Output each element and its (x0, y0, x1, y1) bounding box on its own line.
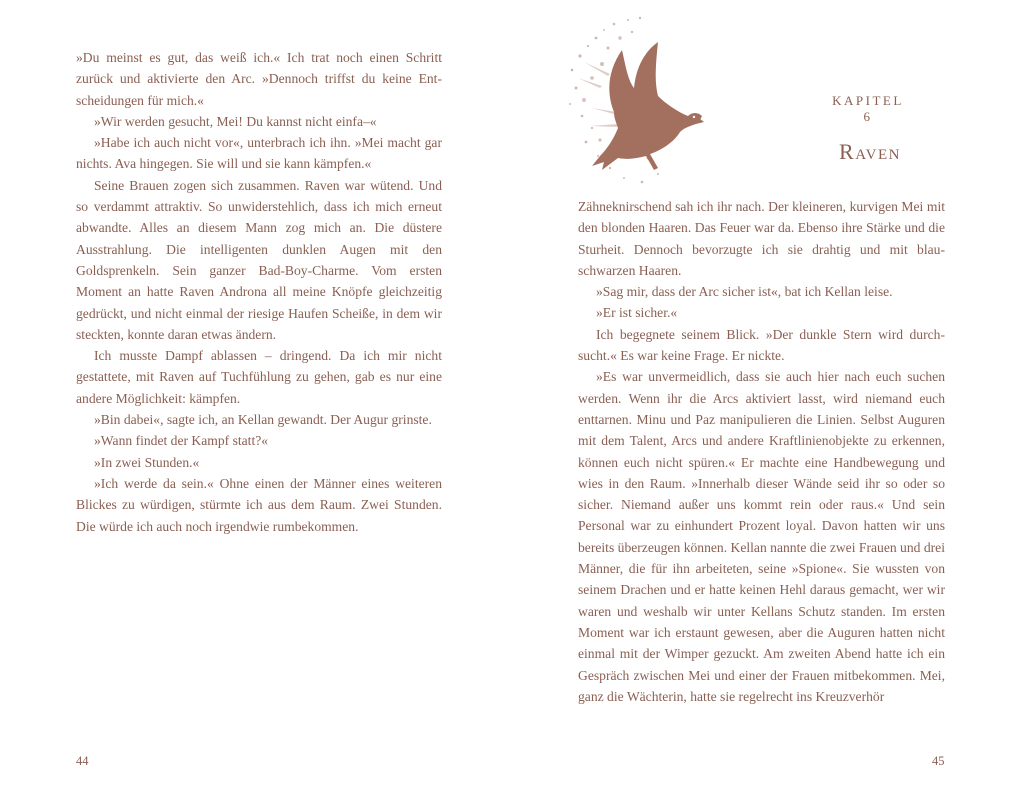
paragraph: »In zwei Stunden.« (94, 454, 200, 470)
paragraph: Ich musste Dampf ablassen – dringend. Da ich mir nicht gestattete, mit Raven auf Tuchfühlung zu gehen, gab es nur eine andere Möglichkeit: kämpfen. (76, 348, 442, 406)
page-number-right: 45 (932, 754, 945, 768)
paragraph: »Sag mir, dass der Arc sicher ist«, bat ich Kellan leise. (596, 284, 893, 300)
paragraph: »Wann findet der Kampf statt?« (94, 433, 269, 449)
paragraph: »Wir werden gesucht, Mei! Du kannst nicht einfa–« (94, 113, 377, 129)
chapter-heading (510, 0, 1020, 190)
paragraph: »Du meinst es gut, das weiß ich.« Ich trat noch einen Schritt zurück und aktivierte den Arc. »Dennoch triffst du keine Entscheidungen für mich.« (76, 50, 442, 108)
paragraph: »Er ist sicher.« (596, 305, 678, 321)
paragraph: »Habe ich auch nicht vor«, unterbrach ich ihn. »Mei macht gar nichts. Ava hingegen. Sie will und sie kann kämpfen.« (76, 135, 442, 172)
chapter-label: KAPITEL 6 (832, 93, 904, 124)
chapter-title: Raven (839, 139, 901, 164)
raven-splatter-icon (562, 8, 722, 190)
paragraph: Seine Brauen zogen sich zusammen. Raven war wütend. Und so verdammt attraktiv. So unwiderstehlich, dass ich mich erneut abwandte. Alles an diesem Mann zog mich an. Die düstere Ausstrahlung. Die intelligenten dunklen Augen mit den Goldsprenkeln. Sein ganzer Bad-Boy-Charme. Vom ersten Moment an hatte Raven Androna all meine Knöpfe gleichzeitig gedrückt, und nicht einmal der riesige Haufen Scheiße, in dem wir steckten, konnte daran etwas ändern. (76, 177, 442, 342)
paragraph: »Ich werde da sein.« Ohne einen der Männer eines weiteren Blickes zu würdigen, stürmte ich aus dem Raum. Zwei Stunden. Die würde ich auch noch irgendwie rumbekommen. (76, 475, 442, 534)
paragraph: »Es war unvermeidlich, dass sie auch hier nach euch suchen werden. Wenn ihr die Arcs aktiviert lasst, wird niemand euch enttarnen. Minu und Paz manipulieren die Linien. Selbst Auguren mit dem Talent, Arcs und andere Kraftlinienobjekte zu erkennen, können euch nicht spüren.« Er machte eine Handbewegung und wies in den Raum. »Innerhalb dieser Wände seid ihr so oder so sicher. Niemand außer uns kommt rein oder raus.« Und sein Personal war zu einhundert Prozent loyal. Davon hatten wir uns bereits überzeugen können. Kellan nannte die zwei Frauen und drei Männer, die für ihn arbeiteten, seine »Spione«. Sie wussten von seinem Drachen und er hatte keinen Hehl daraus gemacht, wer wir waren und weshalb wir unter Kellans Schutz standen. Im ersten Moment war ich erstaunt gewesen, aber die Auguren hatten nicht einmal mit der Wimper gezuckt. Am zweiten Abend hatte ich ein Gespräch zwischen Mei und einer der Frauen mitbekommen. Mei, ganz die Wächterin, hatte sie regelrecht ins Kreuzverhör (578, 369, 945, 704)
right-page (510, 0, 1020, 805)
left-body-text (76, 47, 442, 537)
paragraph: Zähneknirschend sah ich ihr nach. Der kleineren, kurvigen Mei mit den blonden Haaren. Das Feuer war da. Ebenso ihre Stärke und die Sturheit. Dennoch bevorzugte ich sie drahtig und mit blau-schwarzen Haaren. (578, 199, 945, 278)
paragraph: »Bin dabei«, sagte ich, an Kellan gewandt. Der Augur grinste. (94, 412, 432, 428)
right-body-text (578, 196, 945, 707)
page-number-left: 44 (76, 754, 89, 768)
paragraph: Ich begegnete seinem Blick. »Der dunkle Stern wird durchsucht.« Es war keine Frage. Er nickte. (578, 326, 945, 364)
